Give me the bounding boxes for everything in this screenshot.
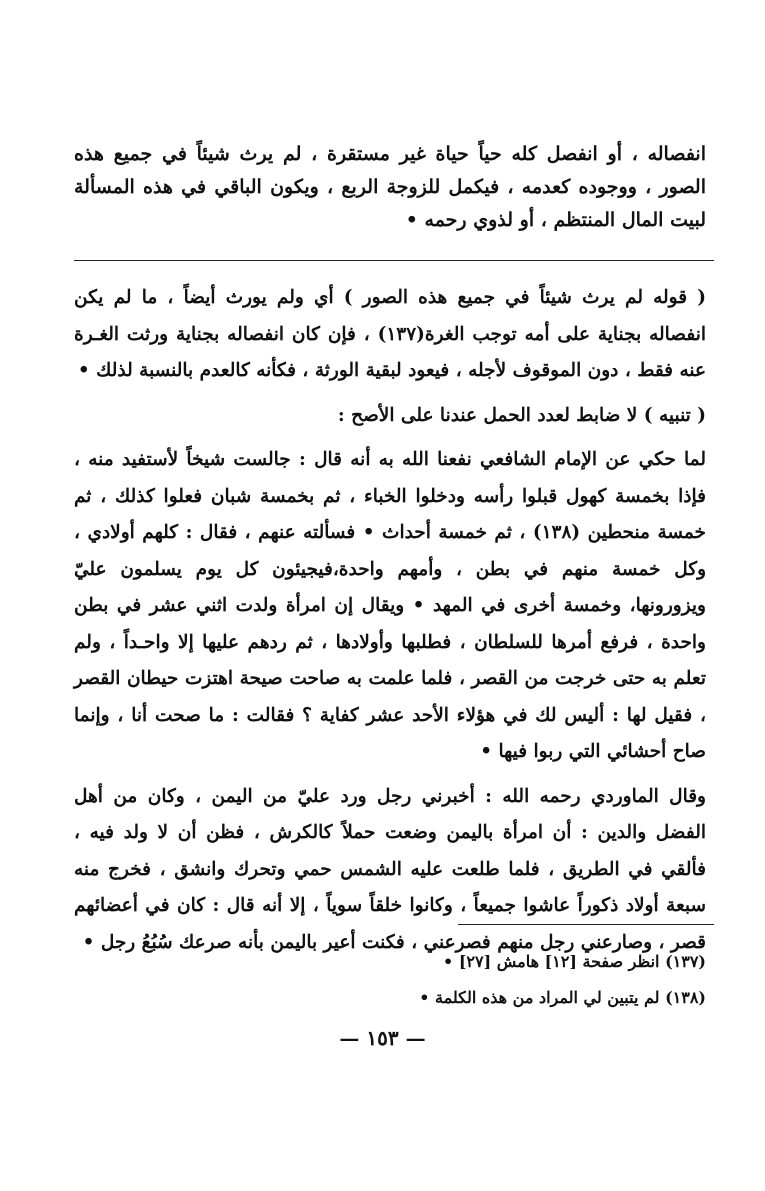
- footnote: (١٣٨) لم يتبين لي المراد من هذه الكلمة •: [419, 988, 706, 1007]
- footnote-divider: [458, 924, 714, 925]
- footnotes: [74, 944, 706, 1016]
- commentary-paragraph: وقال الماوردي رحمه الله : أخبرني رجل ورد عليّ من اليمن ، وكان من أهل الفضل والدين : أن امرأة باليمن وضعت حملاً كالكرش ، فظن أن لا ولد فيه ، فألقي في الطريق ، فلما طلعت عليه الشمس حمي وتحرك وانشق ، فخرج منه سبعة أولاد ذكوراً عاشوا جميعاً ، وكانوا خلقاً سوياً ، إلا أنه قال : كان في أعضائهم قصر ، وصارعني رجل منهم فصرعني ، فكنت أعير باليمن بأنه صرعك سُبُعُ رجل •: [74, 785, 706, 953]
- page-number: — ١٥٣ —: [339, 1026, 426, 1050]
- commentary-paragraph: ( قوله لم يرث شيئاً في جميع هذه الصور ) أي ولم يورث أيضاً ، ما لم يكن انفصاله بجناية على أمه توجب الغرة(١٣٧) ، فإن كان انفصاله بجناية ورثت الغـرة عنه فقط ، دون الموقوف لأجله ، فيعود لبقية الورثة ، فكأنه كالعدم بالنسبة لذلك •: [74, 287, 706, 381]
- main-text: [74, 138, 706, 237]
- main-text-paragraph: انفصاله ، أو انفصل كله حياً حياة غير مستقرة ، لم يرث شيئاً في جميع هذه الصور ، ووجوده كعدمه ، فيكمل للزوجة الربع ، ويكون الباقي في هذه المسألة لبيت المال المنتظم ، أو لذوي رحمه •: [74, 143, 707, 231]
- section-divider: [74, 260, 714, 261]
- note-heading: ( تنبيه ) لا ضابط لعدد الحمل عندنا على الأصح :: [337, 404, 706, 426]
- commentary-paragraph: لما حكي عن الإمام الشافعي نفعنا الله به أنه قال : جالست شيخاً لأستفيد منه ، فإذا بخمسة كهول قبلوا رأسه ودخلوا الخباء ، ثم بخمسة شبان فعلوا كذلك ، ثم خمسة منحطين (١٣٨) ، ثم خمسة أحداث • فسألته عنهم ، فقال : كلهم أولادي ، وكل خمسة منهم في بطن ، وأمهم واحدة،فيجيئون كل يوم يسلمون عليّ ويزورونها، وخمسة أخرى في المهد • ويقال إن امرأة ولدت اثني عشر في بطن واحدة ، فرفع أمرها للسلطان ، فطلبها وأولادها ، ثم ردهم عليها إلا واحـداً ، ولم تعلم به حتى خرجت من القصر ، فلما علمت به صاحت صيحة اهتزت حيطان القصر ، فقيل لها : أليس لك في هؤلاء الأحد عشر كفاية ؟ فقالت : ما صحت أنا ، وإنما صاح أحشائي التي ربوا فيها •: [74, 449, 706, 762]
- footnote: (١٣٧) انظر صفحة [١٢] هامش [٢٧] •: [443, 952, 706, 971]
- commentary: [74, 280, 706, 961]
